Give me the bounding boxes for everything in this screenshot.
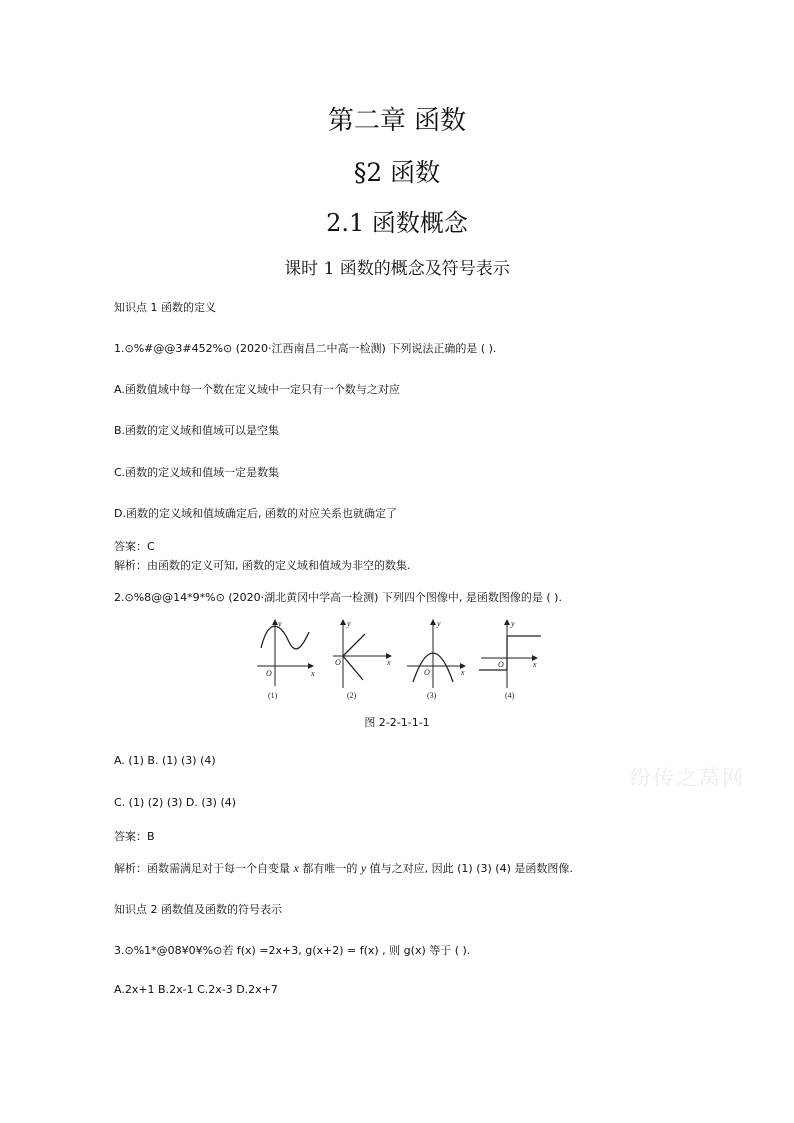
- figure-caption: 图 2-2-1-1-1: [364, 716, 430, 729]
- variable-x: x: [293, 861, 299, 875]
- graph-4-y-label: y: [511, 619, 515, 628]
- graph-1-label: (1): [268, 691, 278, 700]
- graph-4-x-label: x: [533, 660, 537, 669]
- graph-4-label: (4): [505, 691, 515, 700]
- graph-3-origin: O: [424, 668, 430, 677]
- question-1-stem: 1.⊙%#@@3#452%⊙ (2020·江西南昌二中高一检测) 下列说法正确的是 ( ).: [114, 342, 497, 355]
- analysis-part-1: 解析：函数需满足对于每一个自变量: [114, 862, 294, 875]
- watermark: 纷传之莴网: [630, 766, 745, 790]
- question-1-option-d: D.函数的定义域和值域确定后, 函数的对应关系也就确定了: [114, 507, 397, 520]
- graph-2: [333, 620, 391, 688]
- question-1-option-b: B.函数的定义域和值域可以是空集: [114, 424, 280, 437]
- question-2-stem: 2.⊙%8@@14*9*%⊙ (2020·湖北黄冈中学高一检测) 下列四个图像中, 是函数图像的是 ( ).: [114, 591, 562, 604]
- analysis-part-2: 都有唯一的: [298, 862, 361, 875]
- graph-2-label: (2): [347, 691, 357, 700]
- analysis-part-3: 值与之对应, 因此 (1) (3) (4) 是函数图像.: [366, 862, 573, 875]
- lesson-title: 课时 1 函数的概念及符号表示: [284, 259, 510, 279]
- question-1-option-c: C.函数的定义域和值域一定是数集: [114, 466, 280, 479]
- question-2-analysis: [114, 860, 573, 876]
- graph-1-origin: O: [266, 669, 272, 678]
- question-3-stem: 3.⊙%1*@08¥0¥%⊙若 f(x) =2x+3, g(x+2) = f(x) , 则 g(x) 等于 ( ).: [114, 944, 471, 957]
- graph-4: [479, 620, 541, 688]
- question-2-answer: 答案：B: [114, 830, 155, 843]
- function-graphs-figure: [255, 616, 545, 700]
- graph-2-y-label: y: [347, 619, 351, 628]
- knowledge-point-1-title: 知识点 1 函数的定义: [114, 301, 216, 314]
- section-title: §2 函数: [353, 158, 441, 187]
- graph-3-label: (3): [427, 691, 437, 700]
- question-2-options-row-1: A. (1) B. (1) (3) (4): [114, 754, 216, 767]
- question-1-analysis: 解析：由函数的定义可知, 函数的定义域和值域为非空的数集.: [114, 559, 411, 572]
- graph-2-origin: O: [335, 658, 341, 667]
- graph-3-y-label: y: [437, 619, 441, 628]
- subsection-title: 2.1 函数概念: [326, 209, 468, 237]
- question-3-options: A.2x+1 B.2x-1 C.2x-3 D.2x+7: [114, 983, 278, 996]
- question-1-answer: 答案：C: [114, 540, 155, 553]
- graph-3-x-label: x: [461, 668, 465, 677]
- chapter-title: 第二章 函数: [327, 106, 467, 136]
- graph-1-y-label: y: [278, 619, 282, 628]
- question-2-options-row-2: C. (1) (2) (3) D. (3) (4): [114, 796, 237, 809]
- graph-2-x-label: x: [387, 658, 391, 667]
- graph-3: [407, 620, 465, 688]
- question-1-option-a: A.函数值域中每一个数在定义域中一定只有一个数与之对应: [114, 383, 400, 396]
- variable-y: y: [360, 861, 367, 875]
- graph-4-origin: O: [498, 660, 504, 669]
- graph-1-x-label: x: [311, 669, 315, 678]
- knowledge-point-2-title: 知识点 2 函数值及函数的符号表示: [114, 903, 282, 916]
